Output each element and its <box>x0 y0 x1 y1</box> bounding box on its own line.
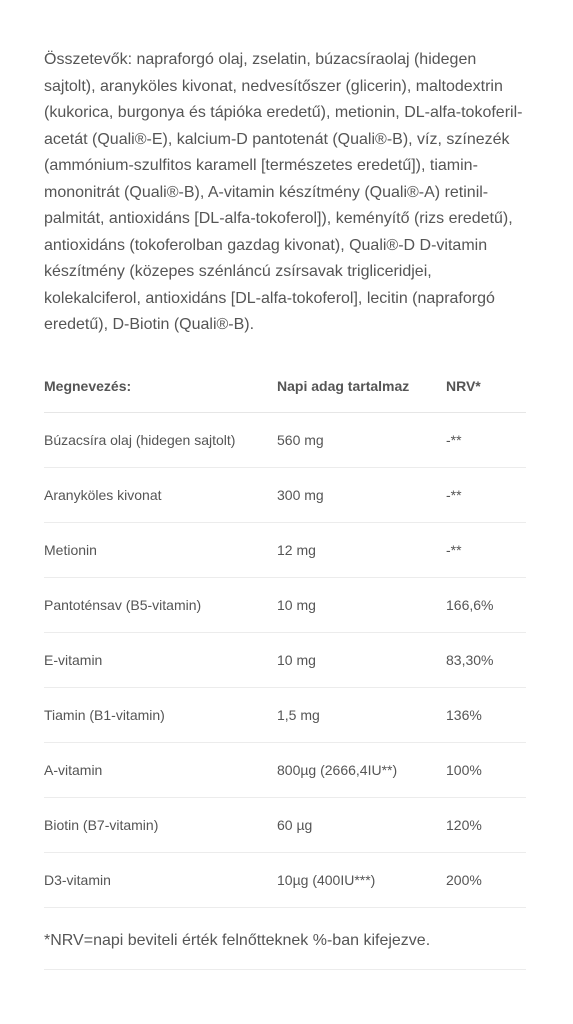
row-nrv: 166,6% <box>446 577 526 632</box>
table-row <box>44 687 526 742</box>
row-nrv: 200% <box>446 852 526 907</box>
row-amount: 800µg (2666,4IU**) <box>277 742 446 797</box>
nutrition-table-body <box>44 412 526 907</box>
table-row <box>44 742 526 797</box>
row-nrv: 136% <box>446 687 526 742</box>
nrv-footnote: *NRV=napi beviteli érték felnőtteknek %-ban kifejezve. <box>44 908 526 970</box>
table-row <box>44 522 526 577</box>
row-name: Biotin (B7-vitamin) <box>44 797 277 852</box>
table-row <box>44 797 526 852</box>
row-name: Metionin <box>44 522 277 577</box>
row-amount: 10 mg <box>277 632 446 687</box>
row-amount: 300 mg <box>277 467 446 522</box>
row-amount: 12 mg <box>277 522 446 577</box>
table-row <box>44 412 526 467</box>
row-name: A-vitamin <box>44 742 277 797</box>
product-composition <box>44 0 526 970</box>
row-name: Tiamin (B1-vitamin) <box>44 687 277 742</box>
row-amount: 10µg (400IU***) <box>277 852 446 907</box>
header-nrv: NRV* <box>446 360 526 413</box>
row-nrv: -** <box>446 522 526 577</box>
header-name: Megnevezés: <box>44 360 277 413</box>
row-name: Aranyköles kivonat <box>44 467 277 522</box>
nutrition-table-head <box>44 360 526 413</box>
row-amount: 10 mg <box>277 577 446 632</box>
table-row <box>44 467 526 522</box>
row-nrv: 83,30% <box>446 632 526 687</box>
row-name: D3-vitamin <box>44 852 277 907</box>
table-row <box>44 632 526 687</box>
ingredients-paragraph: Összetevők: napraforgó olaj, zselatin, búzacsíraolaj (hidegen sajtolt), aranyköles kivonat, nedvesítőszer (glicerin), maltodextrin (kukorica, burgonya és tápióka eredetű), metionin, DL-alfa-tokoferil-acetát (Quali®-E), kalcium-D pantotenát (Quali®-B), víz, színezék (ammónium-szulfitos karamell [természetes eredetű]), tiamin-mononitrát (Quali®-B), A-vitamin készítmény (Quali®-A) retinil-palmitát, antioxidáns [DL-alfa-tokoferol]), keményítő (rizs eredetű), antioxidáns (tokoferolban gazdag kivonat), Quali®-D D-vitamin készítmény (közepes szénláncú zsírsavak trigliceridjei, kolekalciferol, antioxidáns [DL-alfa-tokoferol], lecitin (napraforgó eredetű), D-Biotin (Quali®-B). <box>44 51 523 333</box>
table-row <box>44 852 526 907</box>
row-amount: 60 µg <box>277 797 446 852</box>
row-name: E-vitamin <box>44 632 277 687</box>
row-amount: 1,5 mg <box>277 687 446 742</box>
row-name: Búzacsíra olaj (hidegen sajtolt) <box>44 412 277 467</box>
table-row <box>44 577 526 632</box>
table-header-row <box>44 360 526 413</box>
row-nrv: 100% <box>446 742 526 797</box>
row-nrv: 120% <box>446 797 526 852</box>
row-name: Pantoténsav (B5-vitamin) <box>44 577 277 632</box>
nutrition-table <box>44 360 526 908</box>
row-nrv: -** <box>446 412 526 467</box>
row-nrv: -** <box>446 467 526 522</box>
header-daily-amount: Napi adag tartalmaz <box>277 360 446 413</box>
row-amount: 560 mg <box>277 412 446 467</box>
